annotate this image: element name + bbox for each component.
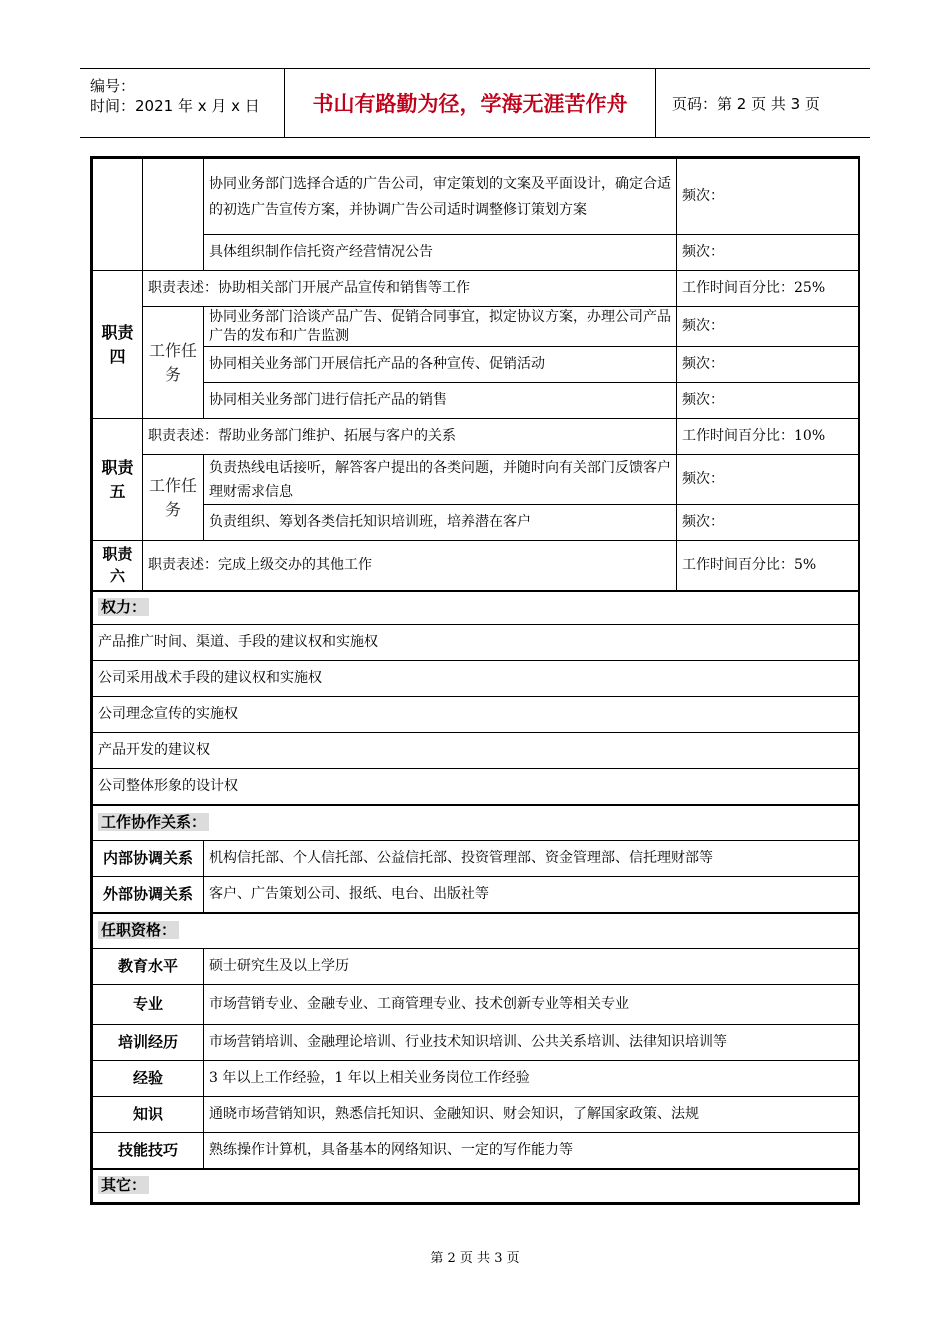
list-item (93, 769, 859, 805)
knowledge-value: 通晓市场营销知识，熟悉信托知识、金融知识、财会知识，了解国家政策、法规 (204, 1097, 859, 1133)
experience-label: 经验 (93, 1061, 204, 1097)
duty-four-percentage: 工作时间百分比：25% (677, 271, 859, 307)
list-item (93, 625, 859, 661)
table-row (93, 159, 859, 235)
education-value: 硕士研究生及以上学历 (204, 949, 859, 985)
duty-four-label: 职责四 (93, 271, 143, 419)
duty-five-percentage: 工作时间百分比：10% (677, 419, 859, 455)
frequency-cell: 频次： (677, 159, 859, 235)
major-value: 市场营销专业、金融专业、工商管理专业、技术创新专业等相关专业 (204, 985, 859, 1025)
frequency-cell: 频次： (677, 235, 859, 271)
skills-label: 技能技巧 (93, 1133, 204, 1169)
page-footer: 第 2 页 共 3 页 (430, 1251, 520, 1266)
task-text: 协同相关业务部门开展信托产品的各种宣传、促销活动 (204, 347, 677, 383)
task-text: 负责组织、筹划各类信托知识培训班，培养潜在客户 (204, 505, 677, 541)
page-indicator: 页码：第 2 页 共 3 页 (672, 94, 820, 113)
task-text: 具体组织制作信托资产经营情况公告 (204, 235, 677, 271)
internal-relations-label: 内部协调关系 (93, 841, 204, 877)
table-row (93, 235, 859, 271)
table-row (93, 1061, 859, 1097)
frequency-cell: 频次： (677, 505, 859, 541)
work-task-label: 工作任务 (143, 455, 204, 541)
table-row (93, 505, 859, 541)
duty-six-description: 职责表述：完成上级交办的其他工作 (143, 541, 677, 591)
task-text: 协同业务部门洽谈产品广告、促销合同事宜，拟定协议方案，办理公司产品广告的发布和广告监测 (204, 307, 677, 347)
table-row (93, 1169, 859, 1203)
duty-six-label: 职责六 (93, 541, 143, 591)
power-item: 产品推广时间、渠道、手段的建议权和实施权 (93, 625, 859, 661)
task-text: 协同相关业务部门进行信托产品的销售 (204, 383, 677, 419)
table-row (93, 949, 859, 985)
header-slogan: 书山有路勤为径，学海无涯苦作舟 (284, 69, 656, 137)
list-item (93, 733, 859, 769)
table-row (93, 985, 859, 1025)
powers-title: 权力： (98, 598, 149, 616)
duty-four-description: 职责表述：协助相关部门开展产品宣传和销售等工作 (143, 271, 677, 307)
training-value: 市场营销培训、金融理论培训、行业技术知识培训、公共关系培训、法律知识培训等 (204, 1025, 859, 1061)
table-row (93, 383, 859, 419)
external-relations-label: 外部协调关系 (93, 877, 204, 913)
frequency-cell: 频次： (677, 307, 859, 347)
list-item (93, 661, 859, 697)
doc-number: 编号： (90, 77, 136, 95)
page-header (80, 68, 870, 138)
education-label: 教育水平 (93, 949, 204, 985)
task-text: 协同业务部门选择合适的广告公司，审定策划的文案及平面设计，确定合适的初选广告宣传方案，并协调广告公司适时调整修订策划方案 (204, 159, 677, 235)
table-row (93, 541, 859, 591)
frequency-cell: 频次： (677, 347, 859, 383)
empty-cell (143, 159, 204, 271)
header-page (664, 69, 870, 137)
duty-five-label: 职责五 (93, 419, 143, 541)
major-label: 专业 (93, 985, 204, 1025)
header-left (80, 69, 284, 137)
table-row (93, 347, 859, 383)
table-row (93, 805, 859, 841)
duty-six-percentage: 工作时间百分比：5% (677, 541, 859, 591)
table-row (93, 271, 859, 307)
table-row (93, 841, 859, 877)
table-row (93, 1097, 859, 1133)
external-relations-value: 客户、广告策划公司、报纸、电台、出版社等 (204, 877, 859, 913)
table-row (93, 419, 859, 455)
frequency-cell: 频次： (677, 455, 859, 505)
internal-relations-value: 机构信托部、个人信托部、公益信托部、投资管理部、资金管理部、信托理财部等 (204, 841, 859, 877)
power-item: 产品开发的建议权 (93, 733, 859, 769)
power-item: 公司整体形象的设计权 (93, 769, 859, 805)
relations-title: 工作协作关系： (98, 813, 209, 831)
table-row (93, 455, 859, 505)
table-row (93, 307, 859, 347)
qualifications-title: 任职资格： (98, 921, 179, 939)
experience-value: 3 年以上工作经验，1 年以上相关业务岗位工作经验 (204, 1061, 859, 1097)
power-item: 公司理念宣传的实施权 (93, 697, 859, 733)
table-row (93, 1133, 859, 1169)
job-description-table (90, 156, 860, 1205)
task-text: 负责热线电话接听，解答客户提出的各类问题，并随时向有关部门反馈客户理财需求信息 (204, 455, 677, 505)
table-row (93, 1025, 859, 1061)
frequency-cell: 频次： (677, 383, 859, 419)
knowledge-label: 知识 (93, 1097, 204, 1133)
doc-date: 时间：2021 年 x 月 x 日 (90, 97, 260, 115)
training-label: 培训经历 (93, 1025, 204, 1061)
table-row (93, 591, 859, 625)
power-item: 公司采用战术手段的建议权和实施权 (93, 661, 859, 697)
other-title: 其它： (98, 1176, 149, 1194)
work-task-label: 工作任务 (143, 307, 204, 419)
table-row (93, 877, 859, 913)
skills-value: 熟练操作计算机，具备基本的网络知识、一定的写作能力等 (204, 1133, 859, 1169)
duty-five-description: 职责表述：帮助业务部门维护、拓展与客户的关系 (143, 419, 677, 455)
table-row (93, 913, 859, 949)
list-item (93, 697, 859, 733)
empty-cell (93, 159, 143, 271)
